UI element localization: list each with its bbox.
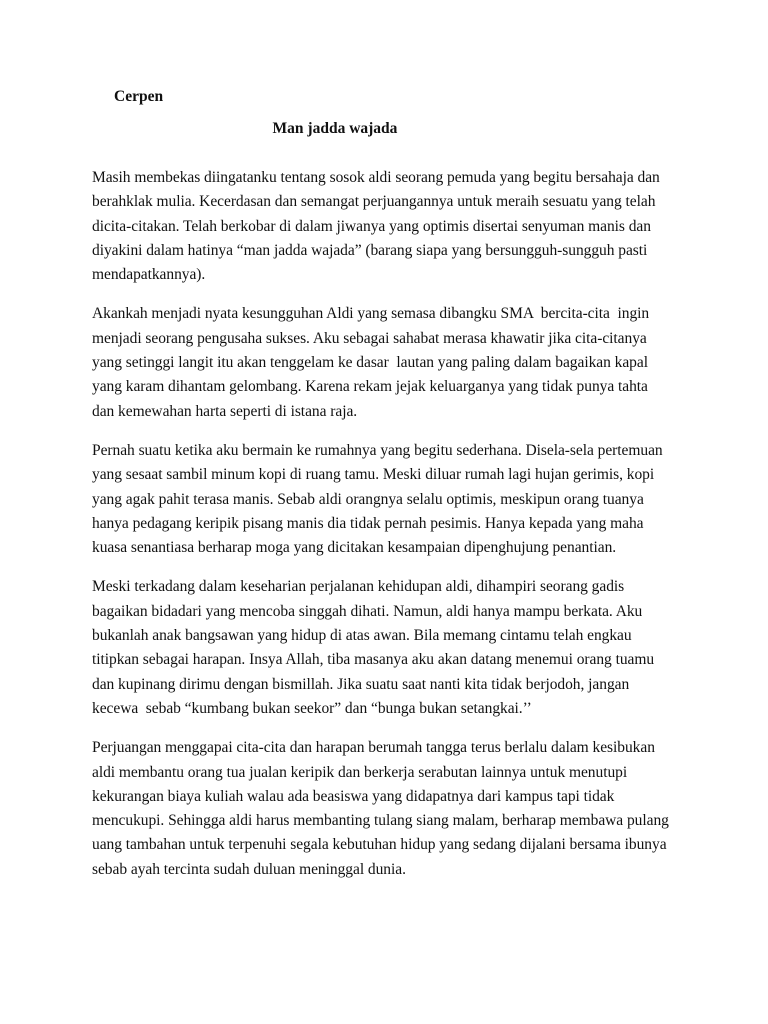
paragraph-3: Pernah suatu ketika aku bermain ke rumahnya yang begitu sederhana. Disela-sela pertemuan yang sesaat sambil minum kopi di ruang tamu. Meski diluar rumah lagi hujan gerimis, kopi yang agak pahit terasa manis. Sebab aldi orangnya selalu optimis, meskipun orang tuanya hanya pedagang keripik pisang manis dia tidak pernah pesimis. Hanya kepada yang maha kuasa senantiasa berharap moga yang dicitakan kesampaian dipenghujung penantian. [92, 441, 663, 557]
document-body [92, 166, 692, 897]
paragraph-5: Perjuangan menggapai cita-cita dan harapan berumah tangga terus berlalu dalam kesibukan aldi membantu orang tua jualan keripik dan berkerja serabutan lainnya untuk menutupi kekurangan biaya kuliah walau ada beasiswa yang didapatnya dari kampus tapi tidak mencukupi. Sehingga aldi harus membanting tulang siang malam, berharap membawa pulang uang tambahan untuk terpenuhi segala kebutuhan hidup yang sedang dijalani bersama ibunya sebab ayah tercinta sudah duluan meninggal dunia. [92, 739, 669, 878]
paragraph-4: Meski terkadang dalam keseharian perjalanan kehidupan aldi, dihampiri seorang gadis bagaikan bidadari yang mencoba singgah dihati. Namun, aldi hanya mampu berkata. Aku bukanlah anak bangsawan yang hidup di atas awan. Bila memang cintamu telah engkau titipkan sebagai harapan. Insya Allah, tiba masanya aku akan datang menemui orang tuamu dan kupinang dirimu dengan bismillah. Jika suatu saat nanti kita tidak berjodoh, jangan kecewa sebab “kumbang bukan seekor” dan “bunga bukan setangkai.’’ [92, 578, 655, 717]
paragraph-2: Akankah menjadi nyata kesungguhan Aldi yang semasa dibangku SMA bercita-cita ingin menjadi seorang pengusaha sukses. Aku sebagai sahabat merasa khawatir jika cita-citanya yang setinggi langit itu akan tenggelam ke dasar lautan yang paling dalam bagaikan kapal yang karam dihantam gelombang. Karena rekam jejak keluarganya yang tidak punya tahta dan kemewahan harta seperti di istana raja. [92, 305, 650, 420]
document-title: Man jadda wajada [272, 120, 398, 137]
paragraph-1: Masih membekas diingatanku tentang sosok aldi seorang pemuda yang begitu bersahaja dan berahklak mulia. Kecerdasan dan semangat perjuangannya untuk meraih sesuatu yang telah dicita-citakan. Telah berkobar di dalam jiwanya yang optimis disertai senyuman manis dan diyakini dalam hatinya “man jadda wajada” (barang siapa yang bersungguh-sungguh pasti mendapatkannya). [92, 169, 660, 284]
document-label: Cerpen [114, 88, 164, 105]
